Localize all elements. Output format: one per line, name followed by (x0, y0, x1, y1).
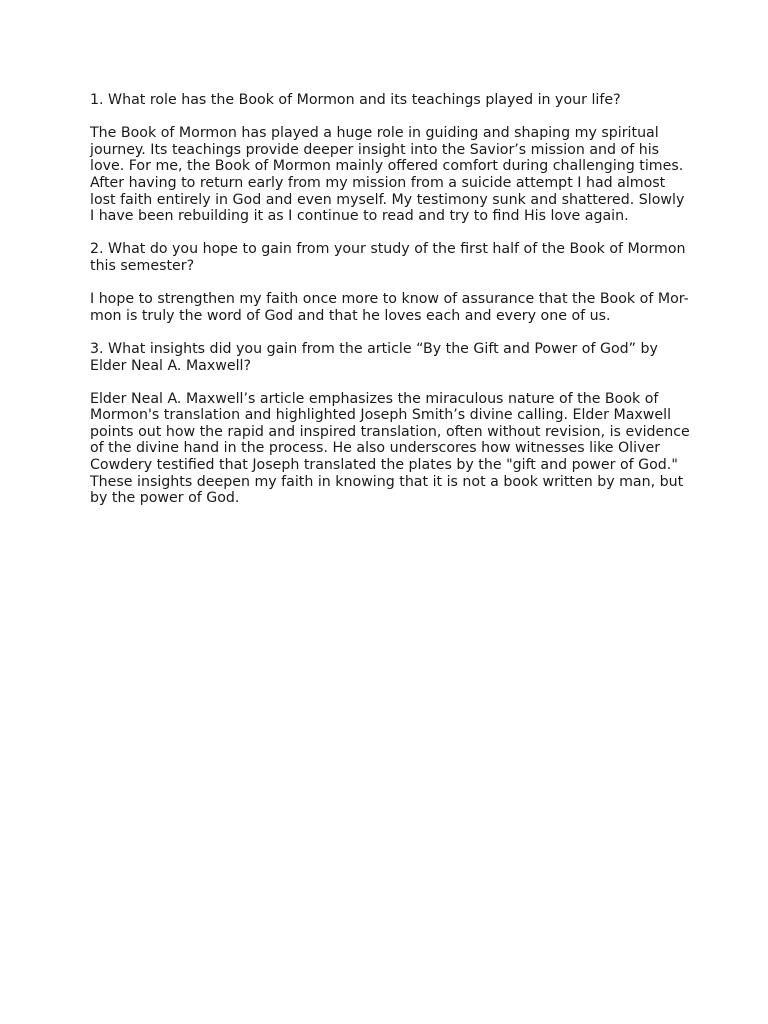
text-line: journey. Its teachings provide deeper insight into the Savior’s mission and of his (90, 141, 660, 158)
text-line: by the power of God. (90, 490, 240, 507)
text-line: I hope to strengthen my faith once more to know of assurance that the Book of Mor- (90, 291, 689, 308)
text-line: These insights deepen my faith in knowing that it is not a book written by man, but (90, 473, 684, 490)
text-line: Cowdery testified that Joseph translated the plates by the "gift and power of God." (90, 457, 678, 474)
text-line: I have been rebuilding it as I continue to read and try to find His love again. (90, 208, 629, 225)
text-line: The Book of Mormon has played a huge role in guiding and shaping my spiritual (90, 125, 659, 142)
question-3 (90, 341, 680, 374)
answer-2 (90, 291, 689, 324)
answer-3 (90, 390, 690, 507)
question-1 (90, 92, 680, 109)
text-line: mon is truly the word of God and that he loves each and every one of us. (90, 307, 611, 324)
text-line: this semester? (90, 257, 195, 274)
document-body (90, 92, 690, 523)
text-line: points out how the rapid and inspired translation, often without revision, is evidence (90, 423, 690, 440)
text-line: 1. What role has the Book of Mormon and its teachings played in your life? (90, 92, 621, 108)
text-line: Elder Neal A. Maxwell? (90, 357, 252, 374)
text-line: 3. What insights did you gain from the article “By the Gift and Power of God” by (90, 340, 658, 357)
question-2 (90, 241, 686, 274)
text-line: Mormon's translation and highlighted Joseph Smith’s divine calling. Elder Maxwell (90, 407, 672, 424)
answer-1 (90, 125, 685, 225)
text-line: love. For me, the Book of Mormon mainly offered comfort during challenging times. (90, 158, 684, 175)
text-line: Elder Neal A. Maxwell’s article emphasizes the miraculous nature of the Book of (90, 390, 659, 407)
text-line: of the divine hand in the process. He also underscores how witnesses like Oliver (90, 440, 661, 457)
text-line: After having to return early from my mission from a suicide attempt I had almost (90, 174, 666, 191)
text-line: lost faith entirely in God and even myself. My testimony sunk and shattered. Slowly (90, 191, 685, 208)
text-line: 2. What do you hope to gain from your study of the first half of the Book of Mormon (90, 241, 686, 258)
